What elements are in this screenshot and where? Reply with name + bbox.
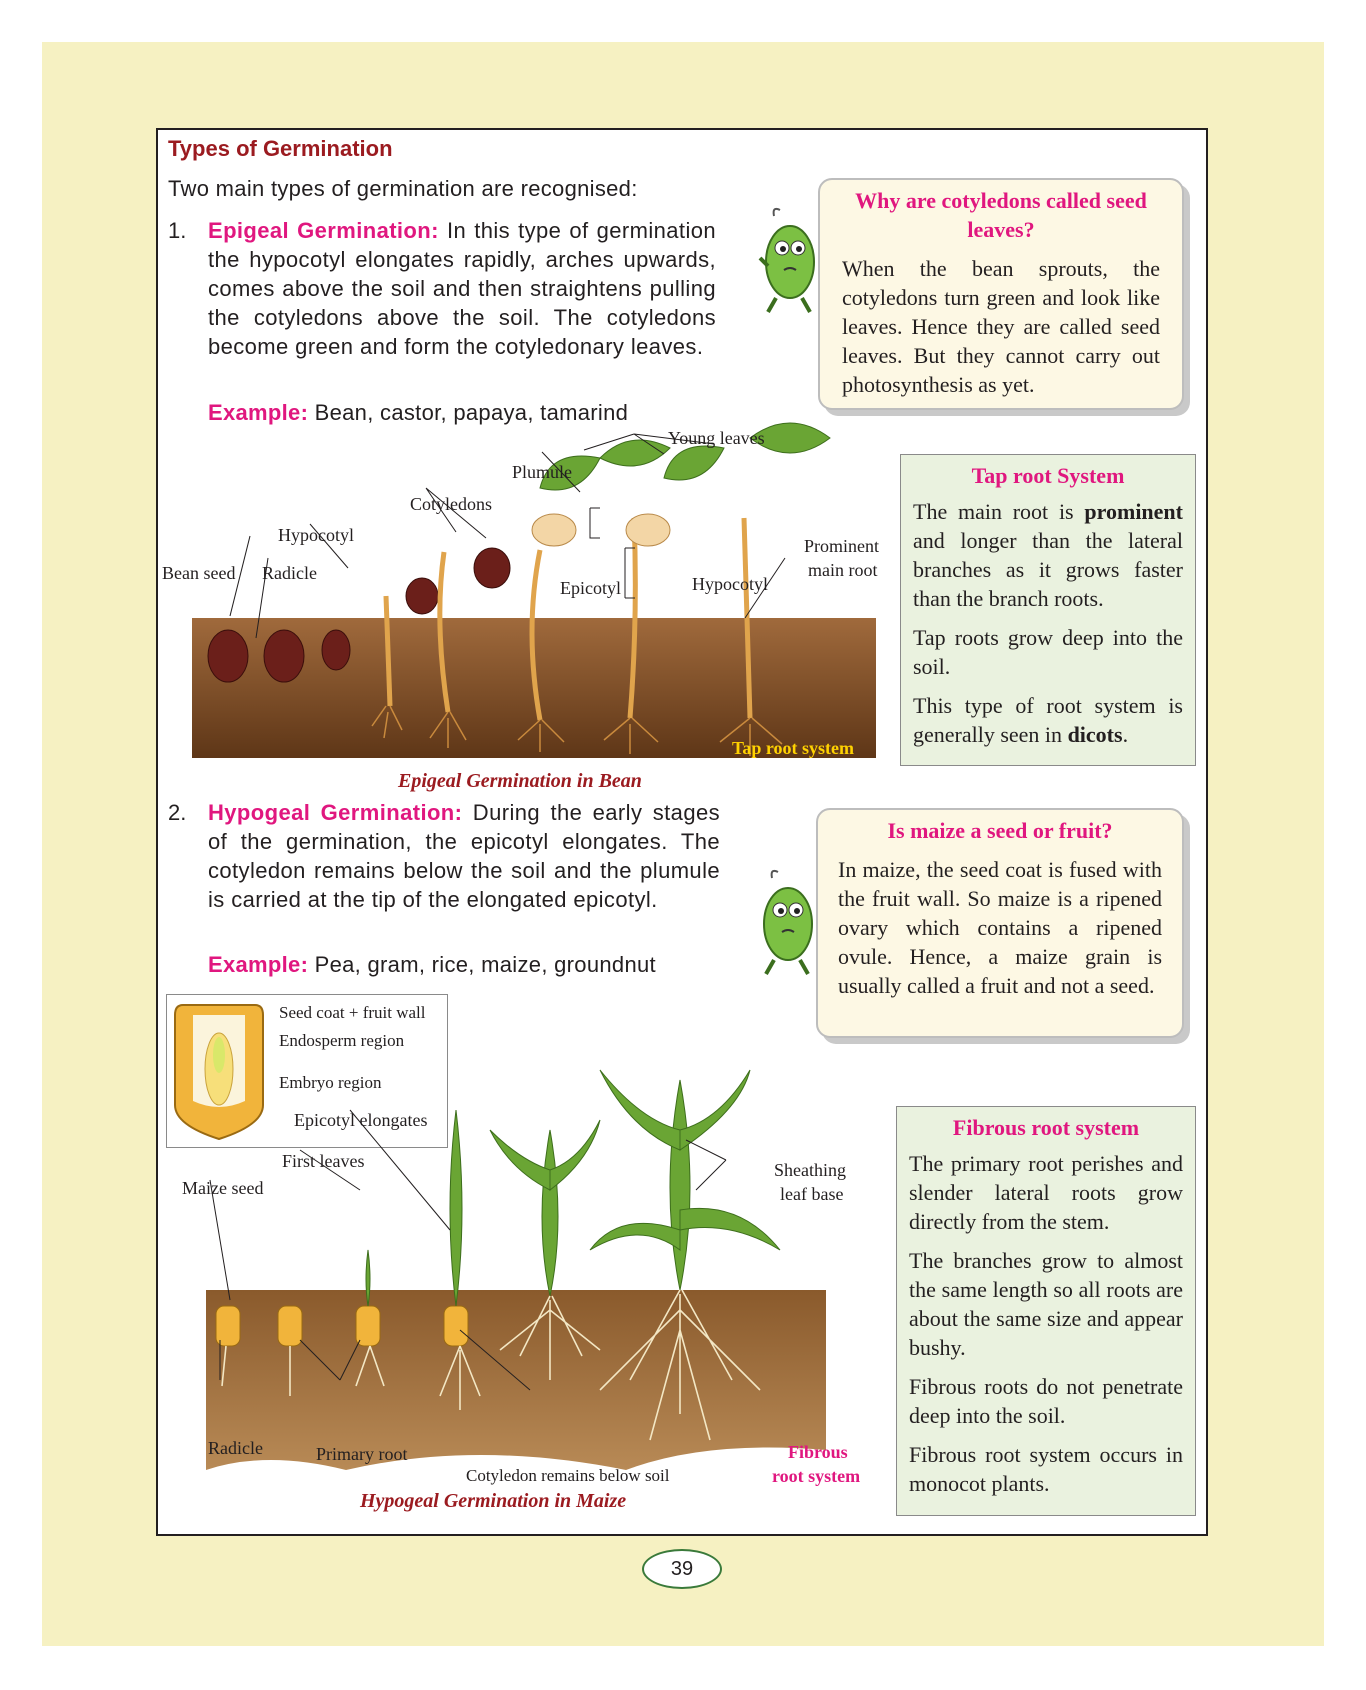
label-epicotyl-elongates: Epicotyl elongates bbox=[294, 1110, 428, 1130]
cotyledons-box-text: When the bean sprouts, the cotyledons turn green and look like leaves. Hence they are called seed leaves. But they cannot carry out photosynthesis as yet. bbox=[842, 256, 1160, 397]
epigeal-term: Epigeal Germination: bbox=[208, 218, 439, 243]
shoot-4 bbox=[670, 1080, 690, 1290]
list-number-2: 2. bbox=[168, 800, 187, 825]
hypogeal-example-text: Pea, gram, rice, maize, groundnut bbox=[314, 952, 656, 977]
label-plumule: Plumule bbox=[512, 462, 573, 482]
leaf-2 bbox=[600, 440, 670, 466]
hypogeal-paragraph bbox=[208, 798, 720, 914]
tap-root-p1 bbox=[913, 497, 1183, 613]
page-number: 39 bbox=[642, 1549, 722, 1589]
tap-root-p3-c: . bbox=[1122, 722, 1129, 747]
label-young-leaves: Young leaves bbox=[668, 428, 765, 448]
maize-caption: Hypogeal Germination in Maize bbox=[360, 1490, 627, 1512]
fibrous-root-p2: The branches grow to almost the same length so all roots are about the same size and appear bushy. bbox=[909, 1248, 1183, 1360]
shoot-2 bbox=[450, 1110, 462, 1306]
hypogeal-example bbox=[208, 952, 656, 978]
tap-root-title: Tap root System bbox=[971, 463, 1125, 488]
epigeal-text: In this type of germination the hypocotyl elongates rapidly, arches upwards, comes above the soil and then straightens pulling the cotyledons above the soil. The cotyledons become green and form the cotyledonary leaves. bbox=[208, 218, 717, 359]
cotyledon-4 bbox=[626, 514, 670, 546]
fibrous-root-p1: The primary root perishes and slender lateral roots grow directly from the stem. bbox=[909, 1151, 1183, 1234]
label-cotyledon-below-soil: Cotyledon remains below soil bbox=[466, 1466, 670, 1485]
label-hypocotyl-2: Hypocotyl bbox=[692, 574, 768, 594]
label-radicle-maize: Radicle bbox=[208, 1438, 263, 1458]
bean-seed-3 bbox=[322, 630, 350, 670]
label-prominent-1: Prominent bbox=[804, 536, 879, 556]
maize-box-title: Is maize a seed or fruit? bbox=[887, 818, 1113, 843]
cotyledons-info-box bbox=[818, 178, 1184, 410]
label-hypocotyl: Hypocotyl bbox=[278, 525, 354, 545]
epigeal-paragraph bbox=[208, 216, 716, 361]
shoot-1 bbox=[366, 1250, 370, 1306]
tap-root-box bbox=[900, 454, 1196, 766]
fibrous-root-p3: Fibrous roots do not penetrate deep into the soil. bbox=[909, 1374, 1183, 1428]
fibrous-root-title: Fibrous root system bbox=[952, 1115, 1140, 1140]
tap-root-p3 bbox=[913, 691, 1183, 749]
tap-root-p1-c: and longer than the lateral branches as it grows faster than the branch roots. bbox=[913, 528, 1183, 611]
list-number-1: 1. bbox=[168, 218, 187, 243]
label-sheathing-2: leaf base bbox=[780, 1184, 844, 1204]
label-epicotyl: Epicotyl bbox=[560, 578, 621, 598]
label-embryo: Embryo region bbox=[279, 1073, 382, 1092]
section-title: Types of Germination bbox=[168, 136, 393, 161]
tap-root-p2: Tap roots grow deep into the soil. bbox=[913, 625, 1183, 679]
bean-seed-5 bbox=[474, 548, 510, 588]
label-radicle: Radicle bbox=[262, 563, 317, 583]
bean-seed-1 bbox=[208, 630, 248, 682]
hypogeal-text: During the early stages of the germination, the epicotyl elongates. The cotyledon remains below the soil and the plumule is carried at the tip of the elongated epicotyl. bbox=[208, 800, 720, 912]
shoot-3 bbox=[542, 1130, 558, 1296]
label-first-leaves: First leaves bbox=[282, 1151, 365, 1171]
cotyledon-3 bbox=[532, 514, 576, 546]
seed-mascot-icon-2 bbox=[756, 868, 818, 980]
cotyledons-box-title: Why are cotyledons called seed leaves? bbox=[855, 188, 1147, 242]
intro-text: Two main types of germination are recognised: bbox=[168, 176, 638, 201]
tap-root-p1-a: The main root is bbox=[913, 499, 1085, 524]
label-bean-seed: Bean seed bbox=[162, 563, 236, 583]
bean-seed-4 bbox=[406, 578, 438, 614]
label-maize-seed: Maize seed bbox=[182, 1178, 264, 1198]
seed-mascot-icon bbox=[758, 206, 820, 318]
maize-grain-4 bbox=[444, 1306, 468, 1346]
label-seed-coat: Seed coat + fruit wall bbox=[279, 1003, 426, 1022]
leaf-3 bbox=[664, 446, 724, 480]
label-fibrous-1: Fibrous bbox=[788, 1442, 848, 1462]
epigeal-example-text: Bean, castor, papaya, tamarind bbox=[314, 400, 629, 425]
label-prominent-2: main root bbox=[808, 560, 878, 580]
maize-info-box bbox=[816, 808, 1184, 1038]
label-fibrous-2: root system bbox=[772, 1466, 861, 1486]
bean-caption: Epigeal Germination in Bean bbox=[398, 770, 642, 792]
bean-seed-2 bbox=[264, 630, 304, 682]
maize-box-text: In maize, the seed coat is fused with the fruit wall. So maize is a ripened ovary which contains a ripened ovule. Hence, a maize grain is usually called a fruit and not a seed. bbox=[838, 857, 1162, 998]
epigeal-example-label: Example: bbox=[208, 400, 309, 425]
maize-germination-illustration bbox=[160, 1050, 900, 1490]
hypogeal-term: Hypogeal Germination: bbox=[208, 800, 463, 825]
fibrous-root-p4: Fibrous root system occurs in monocot plants. bbox=[909, 1442, 1183, 1496]
label-cotyledons: Cotyledons bbox=[410, 494, 493, 514]
tap-root-p3-bold: dicots bbox=[1067, 722, 1123, 747]
label-sheathing-1: Sheathing bbox=[774, 1160, 846, 1180]
tap-root-p3-a: This type of root system is generally seen in bbox=[913, 693, 1183, 747]
label-primary-root: Primary root bbox=[316, 1444, 408, 1464]
fibrous-root-box bbox=[896, 1106, 1196, 1516]
label-endosperm: Endosperm region bbox=[279, 1031, 405, 1050]
label-tap-root-system: Tap root system bbox=[732, 738, 855, 758]
maize-grain-2 bbox=[278, 1306, 302, 1346]
hypogeal-example-label: Example: bbox=[208, 952, 309, 977]
tap-root-p1-bold: prominent bbox=[1084, 499, 1183, 524]
